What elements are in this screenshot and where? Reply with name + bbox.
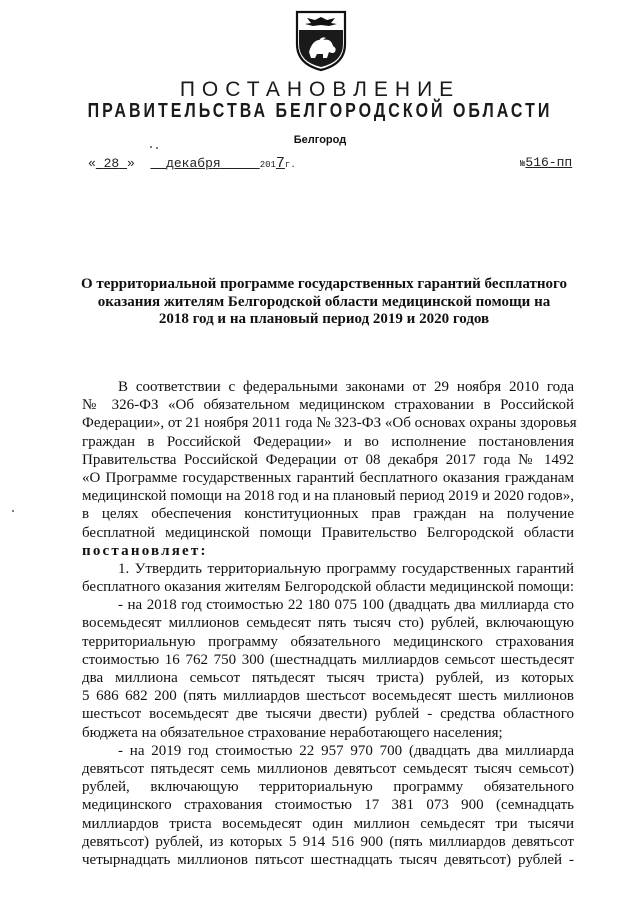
scan-speck <box>12 510 14 512</box>
body-line: 1. Утвердить территориальную программу государственных гарантий <box>118 560 574 577</box>
number-value: 516-пп <box>525 155 573 170</box>
body-line: Федерации», от 21 ноября 2011 года № 323-ФЗ «Об основах охраны здоровья <box>82 415 577 432</box>
date-open-quote: « <box>88 156 96 171</box>
body-line: стоимостью 16 762 750 300 (шестнадцать миллиардов семьсот шестьдесят <box>82 651 574 668</box>
coat-of-arms-icon <box>293 8 349 72</box>
body-line: девятьсот) рублей, из которых 5 914 516 900 (пять миллиардов девятьсот <box>82 833 574 850</box>
body-line: «О Программе государственных гарантий бесплатного оказания гражданам <box>82 469 574 486</box>
body-line: бюджета на обязательное страхование неработающего населения; <box>82 724 503 741</box>
date-year-suffix: г. <box>284 160 296 170</box>
scan-speck <box>156 147 158 149</box>
heading-line: 2018 год и на плановый период 2019 и 2020 годов <box>158 311 490 327</box>
date-close-quote: » <box>127 156 135 171</box>
body-line: четырнадцать миллионов пятьсот шестнадцать тысяч девятьсот) рублей - <box>82 851 574 868</box>
body-line: рублей, включающую территориальную программу обязательного <box>82 779 574 796</box>
body-line: граждан в Российской Федерации» и во исполнение постановления <box>82 433 574 450</box>
document-city: Белгород <box>293 134 347 146</box>
document-authority: ПРАВИТЕЛЬСТВА БЕЛГОРОДСКОЙ ОБЛАСТИ <box>87 100 553 122</box>
body-line: медицинской помощи на 2018 год и на плановый период 2019 и 2020 годов», <box>82 488 574 505</box>
body-line: медицинского страхования стоимостью 17 381 073 900 (семнадцать <box>82 797 574 814</box>
body-line: восемьдесят миллионов семьдесят пять тысяч сто) рублей, включающую <box>82 615 574 632</box>
body-line: девятьсот пятьдесят семь миллионов девятьсот семьдесят тысяч семьсот) <box>82 760 574 777</box>
scan-speck <box>150 146 152 148</box>
body-line: - на 2019 год стоимостью 22 957 970 700 (двадцать два миллиарда <box>118 742 574 759</box>
resolves-keyword: постановляет: <box>82 542 208 559</box>
date-month: декабря <box>166 156 221 171</box>
body-line: бесплатной медицинской помощи Правительство Белгородской области <box>82 524 574 541</box>
document-body <box>82 378 577 869</box>
document-title: ПОСТАНОВЛЕНИЕ <box>179 78 461 101</box>
body-line: - на 2018 год стоимостью 22 180 075 100 (двадцать два миллиарда сто <box>118 597 574 614</box>
number-prefix: № <box>520 159 526 169</box>
date-day: 28 <box>103 156 120 171</box>
body-line: бесплатного оказания жителям Белгородской области медицинской помощи: <box>82 579 574 596</box>
heading-line: О территориальной программе государственных гарантий бесплатного <box>81 276 567 292</box>
document-heading <box>80 276 568 329</box>
date-year-digit: 7 <box>275 155 285 172</box>
document-number <box>520 155 572 170</box>
body-line: Правительства Российской Федерации от 08 декабря 2017 года № 1492 <box>82 451 574 468</box>
date-year-prefix: 201 <box>259 160 276 170</box>
body-line: В соответствии с федеральными законами от 29 ноября 2010 года <box>118 379 574 395</box>
body-line: миллиардов триста восемьдесят один миллион семьдесят три тысячи <box>82 815 574 832</box>
body-line: в целях обеспечения конституционных прав граждан на получение <box>82 506 574 523</box>
body-line: шестьсот восемьдесят две тысячи двести) рублей - средства областного <box>82 706 574 723</box>
body-line: территориальную программу обязательного медицинского страхования <box>82 633 574 650</box>
document-date <box>88 155 296 172</box>
body-line: № 326-ФЗ «Об обязательном медицинском страховании в Российской <box>82 397 574 414</box>
body-line: два миллиона семьсот пятьдесят тысяч триста) рублей, из которых <box>82 670 574 686</box>
body-line: 5 686 682 200 (пять миллиардов шестьсот восемьдесят шесть миллионов <box>82 688 574 705</box>
heading-line: оказания жителям Белгородской области медицинской помощи на <box>97 293 551 310</box>
